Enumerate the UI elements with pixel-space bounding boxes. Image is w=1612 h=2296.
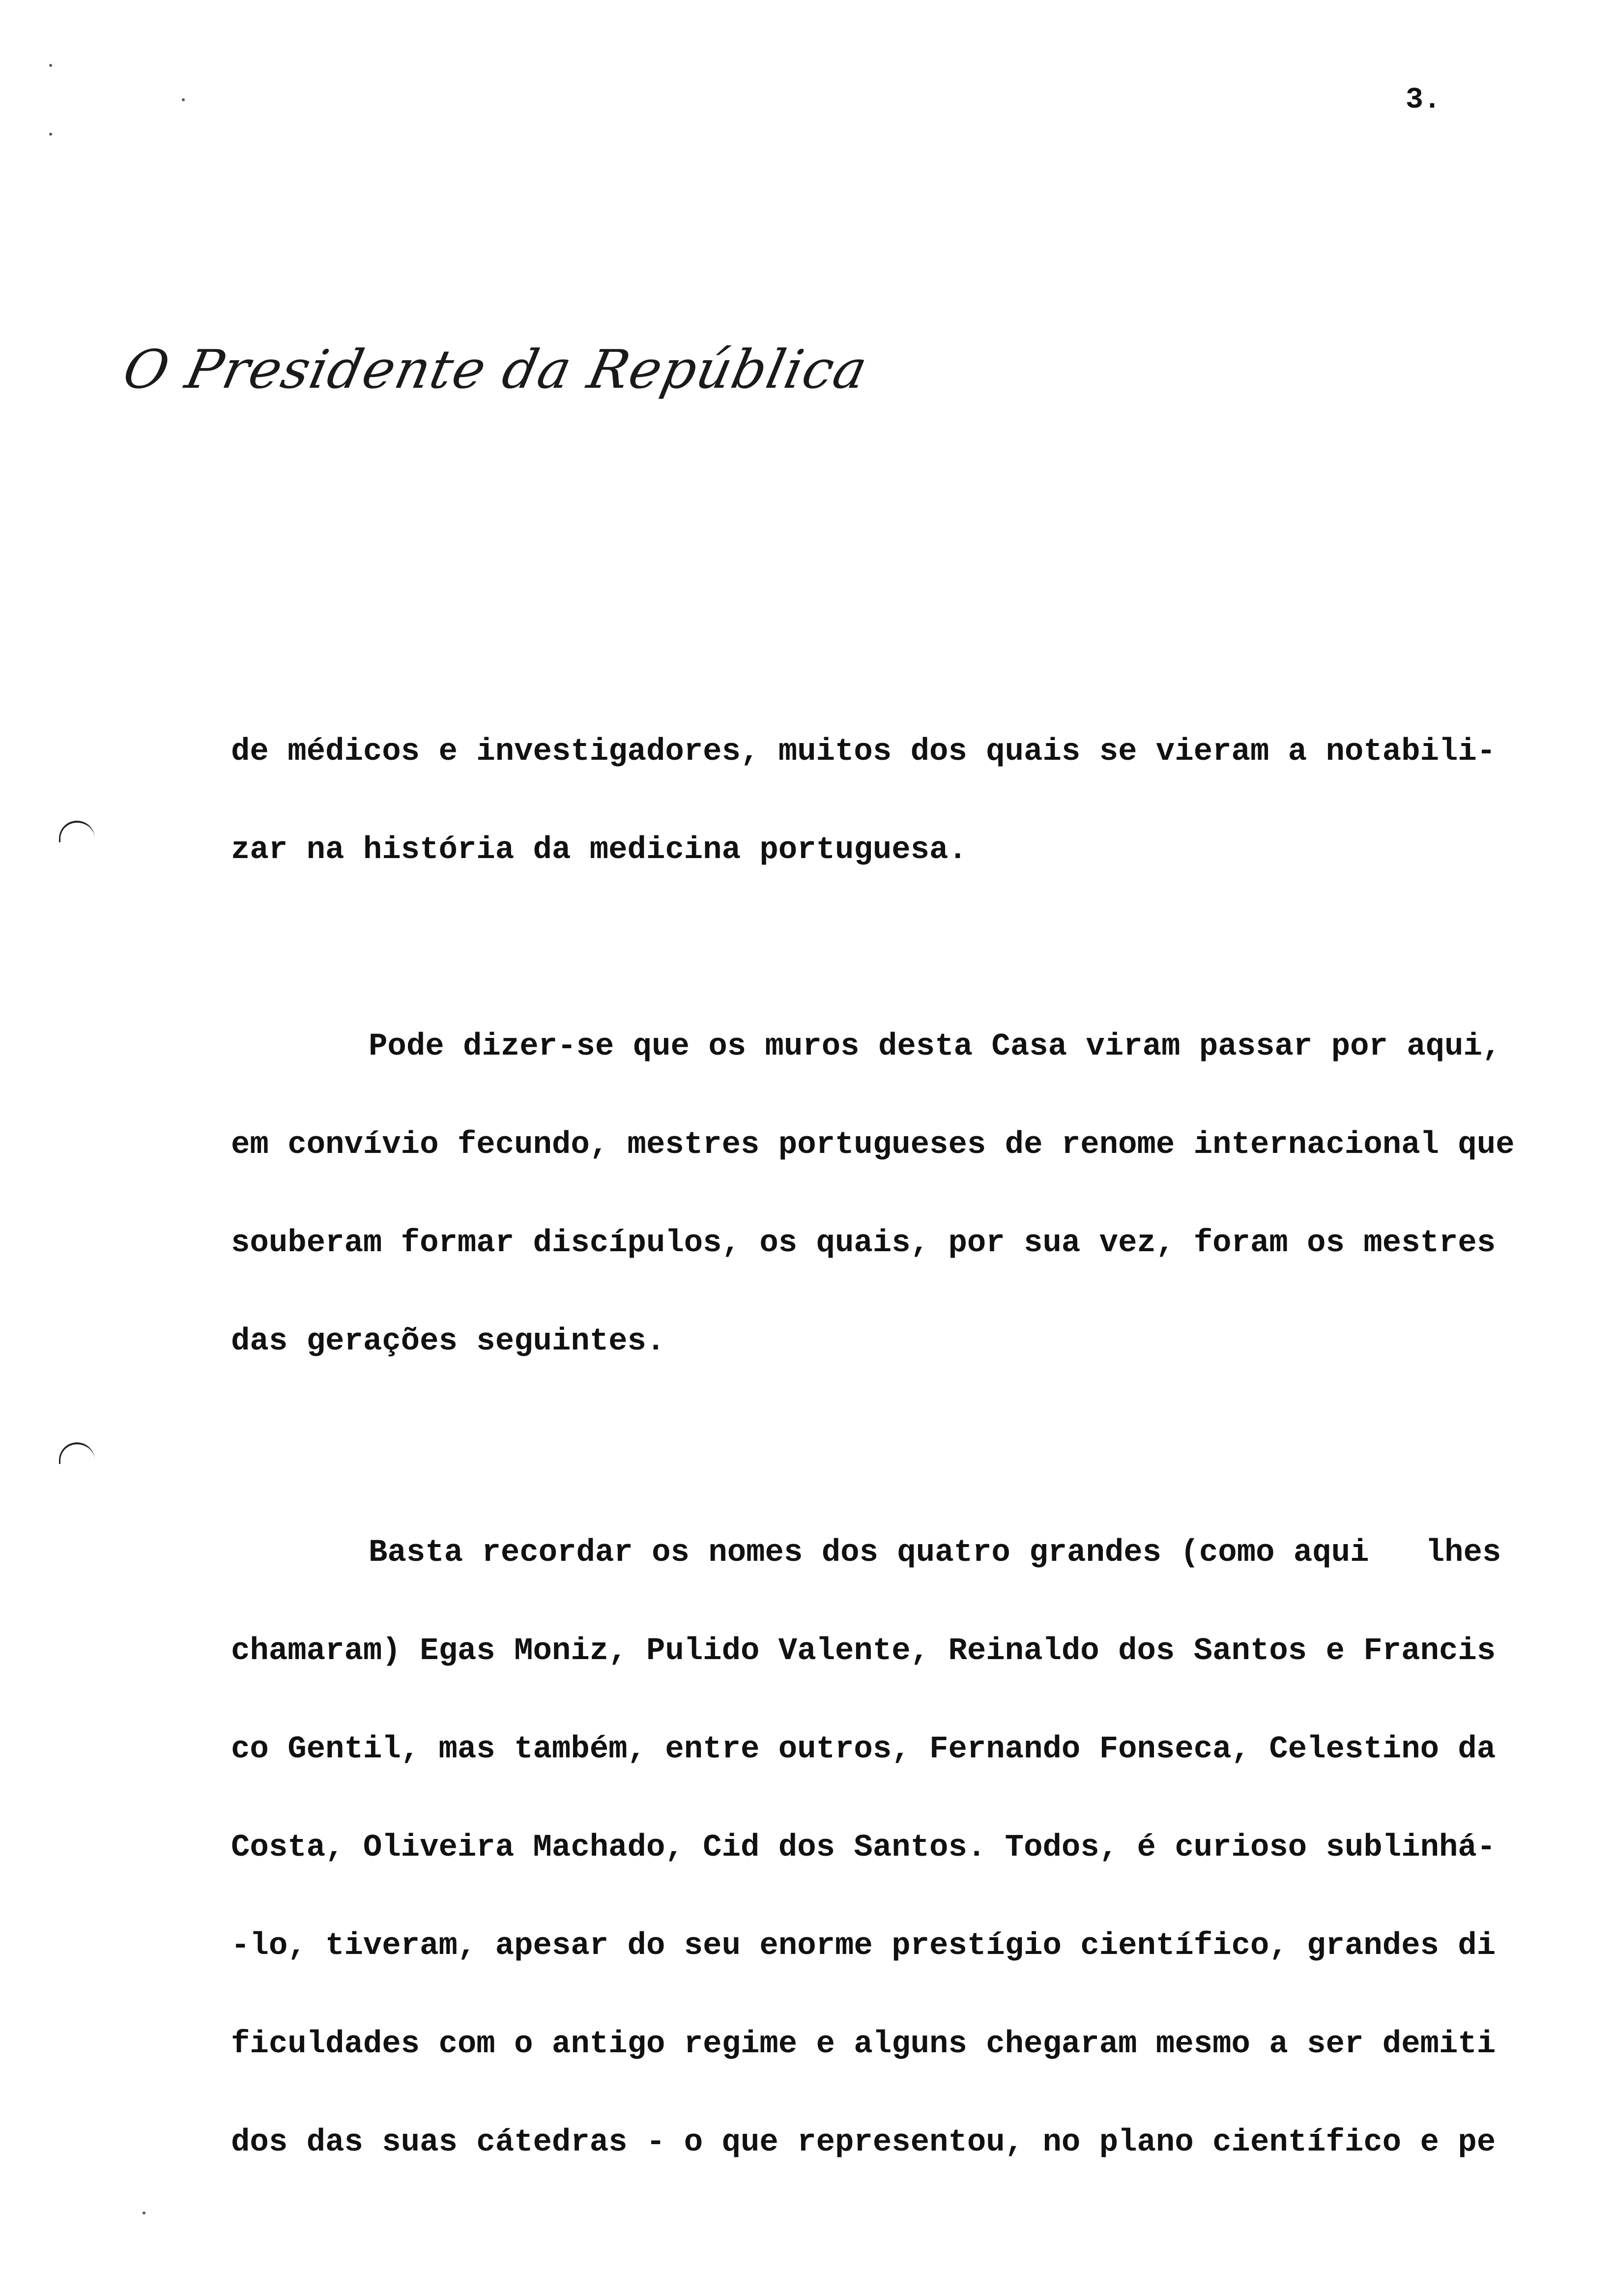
margin-binding-mark [59,821,95,842]
paragraph [231,703,1568,899]
text-line: dos das suas cátedras - o que representou, no plano científico e pe [231,2125,1496,2160]
scan-speck [182,98,185,101]
document-body [231,703,1568,2192]
letterhead-signature: O Presidente da República [118,339,873,401]
paragraph [231,998,1568,1391]
text-line: ficuldades com o antigo regime e alguns chegaram mesmo a ser demiti [231,2027,1496,2062]
text-line: -lo, tiveram, apesar do seu enorme prestígio científico, grandes di [231,1928,1496,1964]
text-line: em convívio fecundo, mestres portugueses de renome internacional que [231,1127,1515,1163]
text-line: souberam formar discípulos, os quais, por sua vez, foram os mestres [231,1226,1496,1261]
text-line: chamaram) Egas Moniz, Pulido Valente, Reinaldo dos Santos e Francis [231,1634,1496,1669]
scan-speck [49,64,52,67]
text-line: Costa, Oliveira Machado, Cid dos Santos. Todos, é curioso sublinhá- [231,1830,1496,1866]
text-line: zar na história da medicina portuguesa. [231,832,967,868]
scan-speck [143,2211,145,2214]
text-line: Pode dizer-se que os muros desta Casa viram passar por aqui, [369,1029,1501,1064]
text-line: co Gentil, mas também, entre outros, Fernando Fonseca, Celestino da [231,1732,1496,1767]
scan-speck [49,133,52,136]
paragraph [231,1504,1568,2192]
text-line: Basta recordar os nomes dos quatro grandes (como aqui lhes [369,1535,1501,1571]
text-line: de médicos e investigadores, muitos dos quais se vieram a notabili- [231,734,1496,770]
margin-binding-mark [59,1442,95,1464]
text-line: das gerações seguintes. [231,1324,665,1359]
page-number: 3. [1406,84,1441,117]
